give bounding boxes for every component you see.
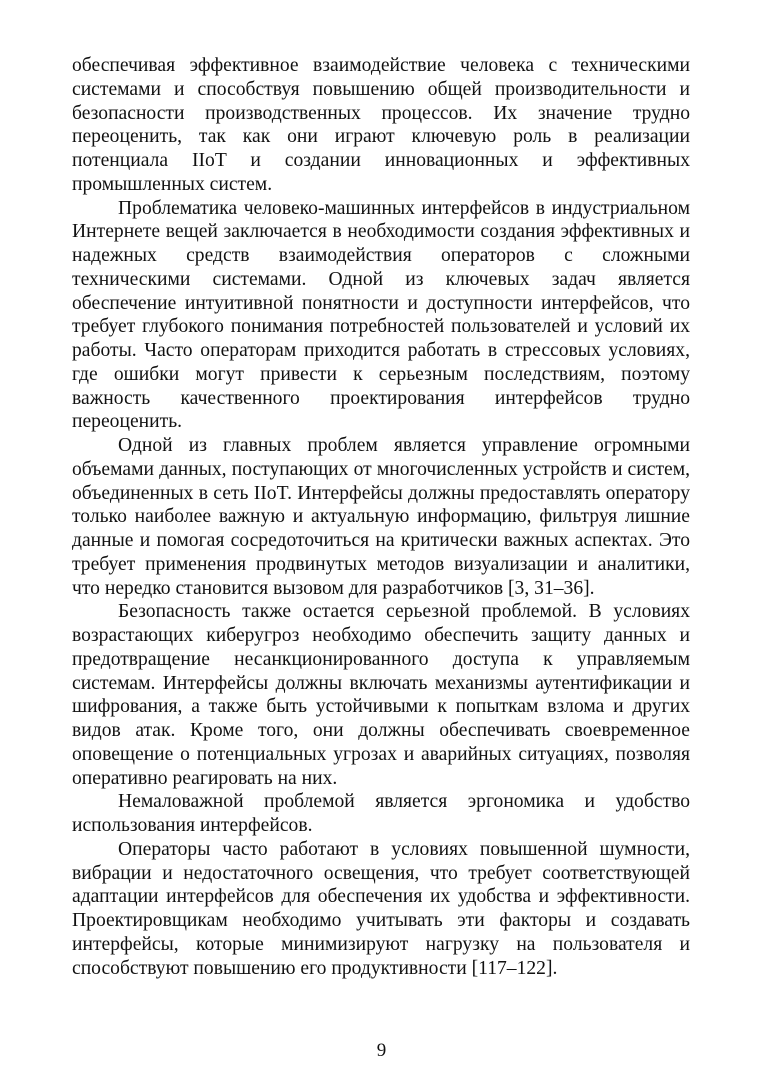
paragraph-continuation: обеспечивая эффективное взаимодействие человека с техническими системами и способствуя повышению общей производительности и безопасности производственных процессов. Их значение трудно переоценить, так как они играют ключевую роль в реализации потенциала IIoT и создании инновационных и эффективных промышленных систем. <box>72 55 690 195</box>
paragraph-security: Безопасность также остается серьезной проблемой. В условиях возрастающих киберугроз необходимо обеспечить защиту данных и предотвращение несанкционированного доступа к управляемым системам. Интерфейсы должны включать механизмы аутентификации и шифрования, а также быть устойчивыми к попыткам взлома и других видов атак. Кроме того, они должны обеспечивать своевременное оповещение о потенциальных угрозах и аварийных ситуациях, позволяя оперативно реагировать на них. <box>72 601 690 789</box>
paragraph-operating-conditions: Операторы часто работают в условиях повышенной шумности, вибрации и недостаточного освещения, что требует соответствующей адаптации интерфейсов для обеспечения их удобства и эффективности. Проектировщикам необходимо учитывать эти факторы и создавать интерфейсы, которые минимизируют нагрузку на пользователя и способствуют повышению его продуктивности [117–122]. <box>72 838 690 979</box>
paragraph-ergonomics: Немаловажной проблемой является эргономика и удобство использования интерфейсов. <box>72 791 690 836</box>
paragraph-data-volume: Одной из главных проблем является управление огромными объемами данных, поступающих от многочисленных устройств и систем, объединенных в сеть IIoT. Интерфейсы должны предоставлять оператору только наиболее важную и актуальную информацию, фильтруя лишние данные и помогая сосредоточиться на критически важных аспектах. Это требует применения продвинутых методов визуализации и аналитики, что нередко становится вызовом для разработчиков [3, 31–36]. <box>72 435 690 599</box>
page-number: 9 <box>376 1040 387 1061</box>
body-text <box>72 54 690 980</box>
paragraph-hmi-problems: Проблематика человеко-машинных интерфейсов в индустриальном Интернете вещей заключается в необходимости создания эффективных и надежных средств взаимодействия операторов с сложными техническими системами. Одной из ключевых задач является обеспечение интуитивной понятности и доступности интерфейсов, что требует глубокого понимания потребностей пользователей и условий их работы. Часто операторам приходится работать в стрессовых условиях, где ошибки могут привести к серьезным последствиям, поэтому важность качественного проектирования интерфейсов трудно переоценить. <box>72 197 690 433</box>
